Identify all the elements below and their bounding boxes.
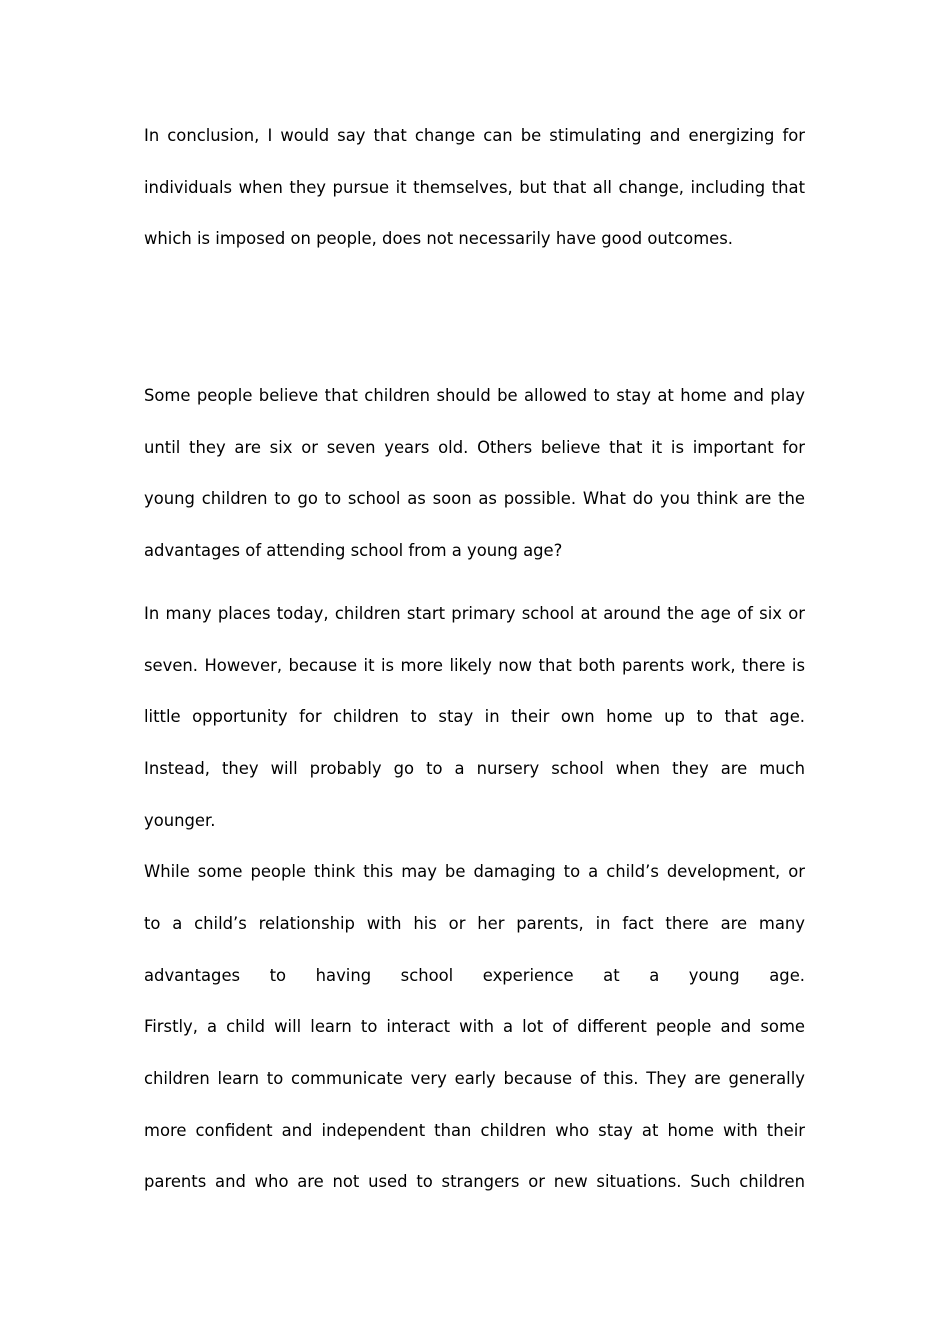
document-page [144,119,805,1217]
text-line: little opportunity for children to stay in their own home up to that age. [144,707,805,727]
text-line: until they are six or seven years old. Others believe that it is important for [144,437,805,457]
text-line: young children to go to school as soon as possible. What do you think are the [144,489,805,509]
text-line: younger. [144,810,216,830]
paragraph-spacer [144,586,805,597]
intro-paragraph [144,597,805,855]
conclusion-paragraph [144,119,805,274]
text-line: In conclusion, I would say that change can be stimulating and energizing for [144,126,805,145]
body-paragraph [144,855,805,1217]
text-line: advantages to having school experience at a young age. [144,965,805,985]
text-line: While some people think this may be damaging to a child’s development, or [144,862,805,882]
text-line: advantages of attending school from a young age? [144,541,563,561]
paragraph-spacer [144,274,805,379]
text-line: parents and who are not used to strangers or new situations. Such children [144,1172,805,1192]
text-line: Instead, they will probably go to a nursery school when they are much [144,758,805,778]
text-line: In many places today, children start primary school at around the age of six or [144,603,805,623]
text-line: Some people believe that children should be allowed to stay at home and play [144,386,805,406]
text-line: which is imposed on people, does not necessarily have good outcomes. [144,229,734,249]
text-line: more confident and independent than children who stay at home with their [144,1120,805,1140]
text-line: Firstly, a child will learn to interact with a lot of different people and some [144,1017,805,1037]
question-paragraph [144,379,805,586]
text-line: children learn to communicate very early because of this. They are generally [144,1069,805,1088]
text-line: individuals when they pursue it themselves, but that all change, including that [144,177,805,197]
text-line: seven. However, because it is more likely now that both parents work, there is [144,655,805,675]
text-line: to a child’s relationship with his or her parents, in fact there are many [144,913,805,933]
